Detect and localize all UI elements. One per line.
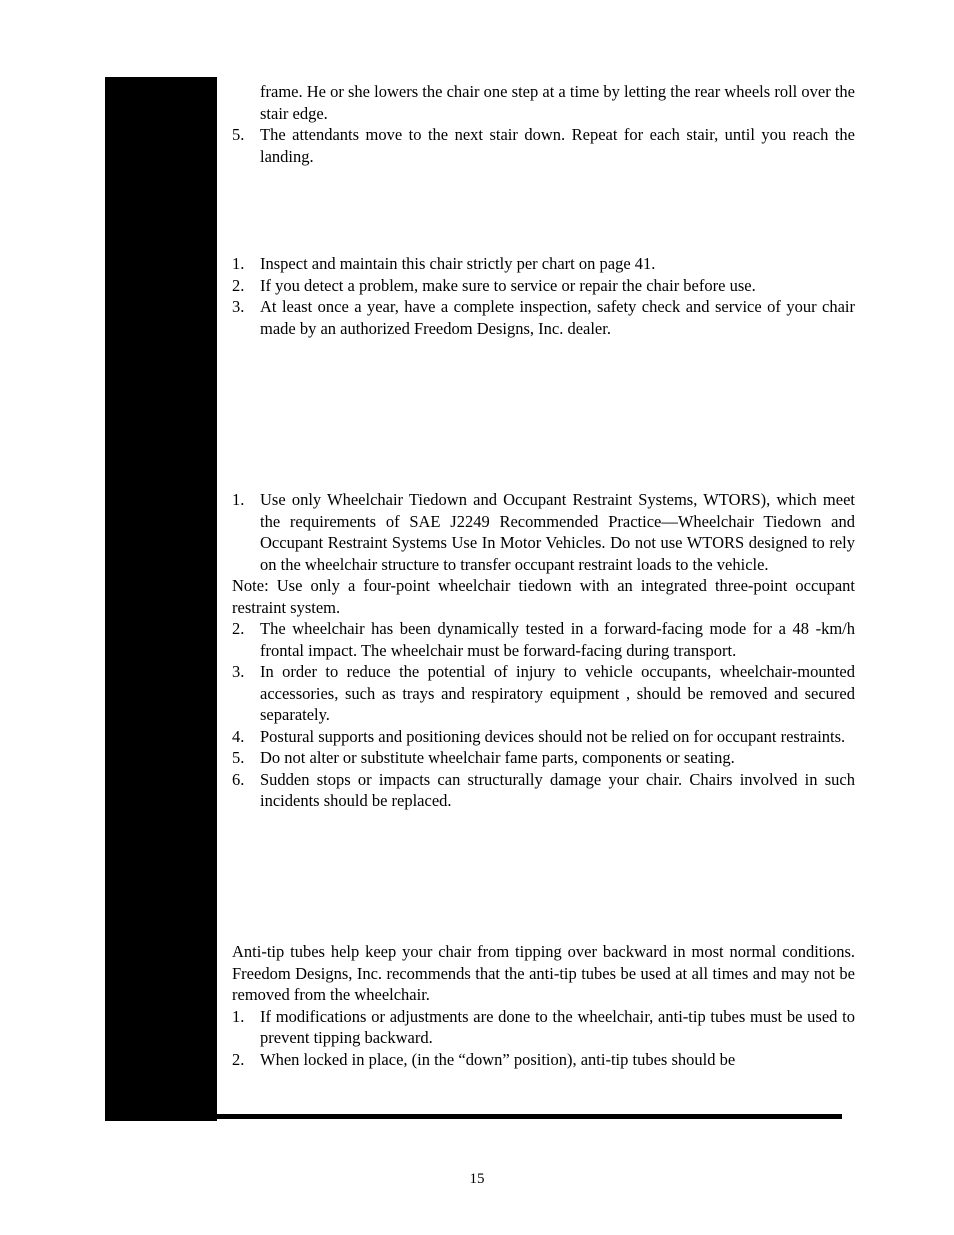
item-number: 4. xyxy=(232,726,245,746)
list-item xyxy=(232,1006,855,1049)
item-number: 1. xyxy=(232,490,245,509)
list-item xyxy=(232,253,855,275)
transport-section xyxy=(232,489,855,812)
transport-note: Note: Use only a four-point wheelchair tiedown with an integrated three-point occupant restraint system. xyxy=(232,576,855,617)
list-item xyxy=(232,747,855,769)
stairs-section xyxy=(232,81,855,167)
item-text: The attendants move to the next stair down. Repeat for each stair, until you reach the landing. xyxy=(260,125,855,166)
item-text: If modifications or adjustments are done to the wheelchair, anti-tip tubes must be used to prevent tipping backward. xyxy=(260,1006,855,1047)
continued-paragraph: frame. He or she lowers the chair one step at a time by letting the rear wheels roll over the stair edge. xyxy=(260,82,855,123)
item-text: Use only Wheelchair Tiedown and Occupant Restraint Systems, WTORS), which meet the requirements of SAE J2249 Recommended Practice—Wheelchair Tiedown and Occupant Restraint Systems Use In Motor Vehicles. Do not use WTORS designed to rely on the wheelchair structure to transfer occupant restraint loads to the vehicle. xyxy=(260,490,855,574)
item-text: When locked in place, (in the “down” position), anti-tip tubes should be xyxy=(260,1049,736,1069)
list-item xyxy=(232,661,855,726)
item-text: In order to reduce the potential of injury to vehicle occupants, wheelchair-mounted accessories, such as trays and respiratory equipment , should be removed and secured separately. xyxy=(260,662,855,724)
item-number: 5. xyxy=(232,748,245,767)
antitip-section xyxy=(232,941,855,1070)
item-text: If you detect a problem, make sure to service or repair the chair before use. xyxy=(260,275,756,295)
black-sidebar-bar xyxy=(105,77,217,1121)
bottom-rule xyxy=(105,1114,842,1119)
item-number: 1. xyxy=(232,1006,245,1026)
list-item xyxy=(232,1049,855,1071)
item-number: 5. xyxy=(232,125,245,144)
list-item xyxy=(232,124,855,167)
maintenance-section xyxy=(232,253,855,339)
list-item xyxy=(232,769,855,812)
antitip-intro: Anti-tip tubes help keep your chair from tipping over backward in most normal conditions. Freedom Designs, Inc. recommends that the anti-tip tubes be used at all times and may not be removed from the wheelchair. xyxy=(232,942,855,1004)
list-item xyxy=(232,275,855,297)
item-text: Sudden stops or impacts can structurally damage your chair. Chairs involved in such incidents should be replaced. xyxy=(260,769,855,810)
item-number: 2. xyxy=(232,619,245,638)
list-item xyxy=(232,296,855,339)
page-number: 15 xyxy=(469,1171,485,1187)
list-item xyxy=(232,726,855,748)
item-text: Postural supports and positioning devices should not be relied on for occupant restraints. xyxy=(260,726,846,746)
item-number: 2. xyxy=(232,275,245,295)
item-number: 1. xyxy=(232,254,245,273)
list-item xyxy=(232,489,855,575)
item-number: 2. xyxy=(232,1049,245,1069)
item-number: 3. xyxy=(232,662,245,681)
item-number: 6. xyxy=(232,769,245,789)
item-text: Inspect and maintain this chair strictly per chart on page 41. xyxy=(260,254,656,273)
item-number: 3. xyxy=(232,297,245,316)
item-text: Do not alter or substitute wheelchair fame parts, components or seating. xyxy=(260,748,735,767)
item-text: At least once a year, have a complete inspection, safety check and service of your chair made by an authorized Freedom Designs, Inc. dealer. xyxy=(260,297,855,338)
list-item xyxy=(232,618,855,661)
item-text: The wheelchair has been dynamically tested in a forward-facing mode for a 48 -km/h frontal impact. The wheelchair must be forward-facing during transport. xyxy=(260,619,855,660)
